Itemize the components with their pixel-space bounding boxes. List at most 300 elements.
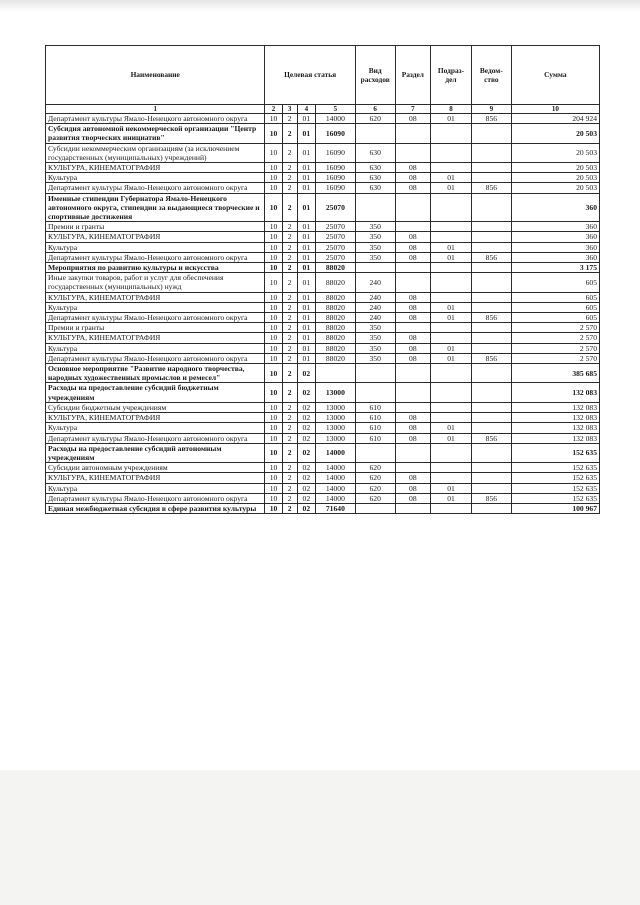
expense-type: 610 bbox=[355, 423, 395, 433]
sum: 20 503 bbox=[511, 183, 599, 193]
target-program: 10 bbox=[265, 114, 282, 124]
expense-type: 610 bbox=[355, 413, 395, 423]
table-row bbox=[46, 503, 600, 513]
target-program: 10 bbox=[265, 313, 282, 323]
target-event: 01 bbox=[297, 124, 315, 143]
target-event: 01 bbox=[297, 114, 315, 124]
target-subprogram: 2 bbox=[282, 292, 297, 302]
row-name: Субсидия автономной некоммерческой организации "Центр развития творческих инициатив" bbox=[46, 124, 265, 143]
target-subprogram: 2 bbox=[282, 473, 297, 483]
row-name: КУЛЬТУРА, КИНЕМАТОГРАФИЯ bbox=[46, 413, 265, 423]
target-subprogram: 2 bbox=[282, 402, 297, 412]
row-name: КУЛЬТУРА, КИНЕМАТОГРАФИЯ bbox=[46, 163, 265, 173]
table-body bbox=[46, 114, 600, 514]
department: 856 bbox=[471, 114, 511, 124]
target-event: 01 bbox=[297, 183, 315, 193]
target-event: 02 bbox=[297, 413, 315, 423]
target-direction: 14000 bbox=[315, 473, 355, 483]
subsection bbox=[431, 413, 472, 423]
subsection bbox=[431, 273, 472, 292]
target-direction: 88020 bbox=[315, 333, 355, 343]
target-program: 10 bbox=[265, 343, 282, 353]
section bbox=[395, 222, 430, 232]
target-subprogram: 2 bbox=[282, 302, 297, 312]
department bbox=[471, 143, 511, 162]
subsection bbox=[431, 443, 472, 462]
target-program: 10 bbox=[265, 383, 282, 402]
section: 08 bbox=[395, 114, 430, 124]
expense-type: 630 bbox=[355, 183, 395, 193]
target-direction: 88020 bbox=[315, 273, 355, 292]
subsection: 01 bbox=[431, 114, 472, 124]
sum: 152 635 bbox=[511, 493, 599, 503]
department bbox=[471, 463, 511, 473]
department bbox=[471, 383, 511, 402]
row-name: Субсидии автономным учреждениям bbox=[46, 463, 265, 473]
expense-type: 630 bbox=[355, 163, 395, 173]
department: 856 bbox=[471, 493, 511, 503]
target-program: 10 bbox=[265, 292, 282, 302]
department: 856 bbox=[471, 313, 511, 323]
target-direction: 14000 bbox=[315, 114, 355, 124]
target-event: 01 bbox=[297, 323, 315, 333]
target-event: 01 bbox=[297, 333, 315, 343]
target-program: 10 bbox=[265, 364, 282, 383]
target-event: 02 bbox=[297, 463, 315, 473]
section bbox=[395, 143, 430, 162]
expense-type: 620 bbox=[355, 493, 395, 503]
budget-table bbox=[45, 45, 600, 514]
target-subprogram: 2 bbox=[282, 114, 297, 124]
target-subprogram: 2 bbox=[282, 193, 297, 222]
sum: 132 083 bbox=[511, 433, 599, 443]
expense-type: 630 bbox=[355, 173, 395, 183]
target-event: 02 bbox=[297, 383, 315, 402]
target-direction: 13000 bbox=[315, 413, 355, 423]
table-row bbox=[46, 364, 600, 383]
section: 08 bbox=[395, 232, 430, 242]
target-program: 10 bbox=[265, 302, 282, 312]
section: 08 bbox=[395, 252, 430, 262]
sum: 132 083 bbox=[511, 423, 599, 433]
row-name: КУЛЬТУРА, КИНЕМАТОГРАФИЯ bbox=[46, 333, 265, 343]
target-program: 10 bbox=[265, 252, 282, 262]
subsection: 01 bbox=[431, 353, 472, 363]
target-subprogram: 2 bbox=[282, 323, 297, 333]
col-number: 7 bbox=[395, 105, 430, 114]
section: 08 bbox=[395, 433, 430, 443]
section: 08 bbox=[395, 473, 430, 483]
target-program: 10 bbox=[265, 423, 282, 433]
row-name: Основное мероприятие "Развитие народного творчества, народных художественных промыслов и ремесел" bbox=[46, 364, 265, 383]
table-row bbox=[46, 114, 600, 124]
sum: 605 bbox=[511, 292, 599, 302]
table-row bbox=[46, 333, 600, 343]
row-name: Иные закупки товаров, работ и услуг для обеспечения государственных (муниципальных) нужд bbox=[46, 273, 265, 292]
target-event: 01 bbox=[297, 232, 315, 242]
header-department: Ведом-ство bbox=[471, 46, 511, 105]
expense-type: 620 bbox=[355, 483, 395, 493]
target-program: 10 bbox=[265, 183, 282, 193]
target-event: 02 bbox=[297, 503, 315, 513]
subsection bbox=[431, 193, 472, 222]
department bbox=[471, 242, 511, 252]
section bbox=[395, 193, 430, 222]
target-event: 01 bbox=[297, 252, 315, 262]
sum: 2 570 bbox=[511, 323, 599, 333]
expense-type: 620 bbox=[355, 114, 395, 124]
section: 08 bbox=[395, 242, 430, 252]
target-direction: 14000 bbox=[315, 483, 355, 493]
col-number: 9 bbox=[471, 105, 511, 114]
subsection: 01 bbox=[431, 493, 472, 503]
target-event: 02 bbox=[297, 423, 315, 433]
section: 08 bbox=[395, 493, 430, 503]
expense-type: 620 bbox=[355, 473, 395, 483]
subsection bbox=[431, 163, 472, 173]
target-program: 10 bbox=[265, 173, 282, 183]
target-subprogram: 2 bbox=[282, 433, 297, 443]
section: 08 bbox=[395, 173, 430, 183]
table-row bbox=[46, 433, 600, 443]
row-name: Департамент культуры Ямало-Ненецкого автономного округа bbox=[46, 493, 265, 503]
expense-type: 350 bbox=[355, 333, 395, 343]
section bbox=[395, 263, 430, 273]
department bbox=[471, 423, 511, 433]
department bbox=[471, 193, 511, 222]
target-program: 10 bbox=[265, 263, 282, 273]
target-event: 01 bbox=[297, 273, 315, 292]
target-subprogram: 2 bbox=[282, 252, 297, 262]
col-number: 1 bbox=[46, 105, 265, 114]
department bbox=[471, 413, 511, 423]
sum: 204 924 bbox=[511, 114, 599, 124]
sum: 152 635 bbox=[511, 483, 599, 493]
target-subprogram: 2 bbox=[282, 313, 297, 323]
expense-type: 620 bbox=[355, 463, 395, 473]
target-subprogram: 2 bbox=[282, 483, 297, 493]
target-subprogram: 2 bbox=[282, 413, 297, 423]
sum: 3 175 bbox=[511, 263, 599, 273]
row-name: Культура bbox=[46, 483, 265, 493]
department bbox=[471, 333, 511, 343]
target-subprogram: 2 bbox=[282, 463, 297, 473]
target-direction: 13000 bbox=[315, 433, 355, 443]
subsection bbox=[431, 383, 472, 402]
sum: 605 bbox=[511, 313, 599, 323]
col-number: 3 bbox=[282, 105, 297, 114]
expense-type bbox=[355, 503, 395, 513]
target-program: 10 bbox=[265, 433, 282, 443]
section: 08 bbox=[395, 413, 430, 423]
target-direction: 16090 bbox=[315, 173, 355, 183]
department bbox=[471, 173, 511, 183]
target-program: 10 bbox=[265, 193, 282, 222]
target-event: 02 bbox=[297, 493, 315, 503]
subsection: 01 bbox=[431, 433, 472, 443]
subsection: 01 bbox=[431, 313, 472, 323]
sum: 360 bbox=[511, 242, 599, 252]
target-direction: 25070 bbox=[315, 193, 355, 222]
subsection bbox=[431, 143, 472, 162]
target-program: 10 bbox=[265, 163, 282, 173]
header-row bbox=[46, 46, 600, 105]
col-number: 6 bbox=[355, 105, 395, 114]
subsection bbox=[431, 232, 472, 242]
expense-type: 350 bbox=[355, 353, 395, 363]
row-name: КУЛЬТУРА, КИНЕМАТОГРАФИЯ bbox=[46, 473, 265, 483]
subsection bbox=[431, 364, 472, 383]
target-event: 01 bbox=[297, 173, 315, 183]
subsection bbox=[431, 292, 472, 302]
subsection: 01 bbox=[431, 483, 472, 493]
target-program: 10 bbox=[265, 143, 282, 162]
row-name: Расходы на предоставление субсидий автономным учреждениям bbox=[46, 443, 265, 462]
row-name: Культура bbox=[46, 343, 265, 353]
sum: 152 635 bbox=[511, 473, 599, 483]
target-event: 01 bbox=[297, 242, 315, 252]
sum: 132 083 bbox=[511, 402, 599, 412]
target-direction: 88020 bbox=[315, 313, 355, 323]
expense-type: 240 bbox=[355, 292, 395, 302]
target-subprogram: 2 bbox=[282, 443, 297, 462]
table-row bbox=[46, 302, 600, 312]
sum: 360 bbox=[511, 232, 599, 242]
subsection bbox=[431, 473, 472, 483]
subsection: 01 bbox=[431, 242, 472, 252]
department bbox=[471, 503, 511, 513]
expense-type bbox=[355, 193, 395, 222]
row-name: Департамент культуры Ямало-Ненецкого автономного округа bbox=[46, 183, 265, 193]
sum: 360 bbox=[511, 193, 599, 222]
table-row bbox=[46, 124, 600, 143]
department bbox=[471, 323, 511, 333]
expense-type: 350 bbox=[355, 343, 395, 353]
sum: 2 570 bbox=[511, 343, 599, 353]
target-direction: 14000 bbox=[315, 443, 355, 462]
table-row bbox=[46, 273, 600, 292]
table-row bbox=[46, 353, 600, 363]
table-row bbox=[46, 313, 600, 323]
table-row bbox=[46, 463, 600, 473]
department: 856 bbox=[471, 353, 511, 363]
row-name: Премии и гранты bbox=[46, 323, 265, 333]
target-direction: 13000 bbox=[315, 423, 355, 433]
row-name: Мероприятия по развитию культуры и искусства bbox=[46, 263, 265, 273]
table-row bbox=[46, 483, 600, 493]
sum: 20 503 bbox=[511, 163, 599, 173]
section: 08 bbox=[395, 343, 430, 353]
row-name: Департамент культуры Ямало-Ненецкого автономного округа bbox=[46, 433, 265, 443]
target-subprogram: 2 bbox=[282, 163, 297, 173]
department bbox=[471, 473, 511, 483]
row-name: Департамент культуры Ямало-Ненецкого автономного округа bbox=[46, 252, 265, 262]
expense-type: 610 bbox=[355, 433, 395, 443]
target-subprogram: 2 bbox=[282, 383, 297, 402]
row-name: Культура bbox=[46, 242, 265, 252]
department bbox=[471, 443, 511, 462]
target-subprogram: 2 bbox=[282, 143, 297, 162]
table-row bbox=[46, 252, 600, 262]
target-program: 10 bbox=[265, 463, 282, 473]
target-event: 02 bbox=[297, 402, 315, 412]
sum: 132 083 bbox=[511, 383, 599, 402]
section: 08 bbox=[395, 163, 430, 173]
sum: 2 570 bbox=[511, 333, 599, 343]
header-section: Раздел bbox=[395, 46, 430, 105]
target-direction: 88020 bbox=[315, 302, 355, 312]
section: 08 bbox=[395, 292, 430, 302]
row-name: Субсидии бюджетным учреждениям bbox=[46, 402, 265, 412]
target-direction: 16090 bbox=[315, 163, 355, 173]
col-number: 4 bbox=[297, 105, 315, 114]
sum: 132 083 bbox=[511, 413, 599, 423]
section: 08 bbox=[395, 333, 430, 343]
col-number: 2 bbox=[265, 105, 282, 114]
target-direction: 88020 bbox=[315, 343, 355, 353]
row-name: Культура bbox=[46, 173, 265, 183]
expense-type: 350 bbox=[355, 242, 395, 252]
sum: 20 503 bbox=[511, 143, 599, 162]
expense-type: 350 bbox=[355, 323, 395, 333]
target-program: 10 bbox=[265, 232, 282, 242]
target-event: 01 bbox=[297, 343, 315, 353]
row-name: Культура bbox=[46, 302, 265, 312]
target-event: 01 bbox=[297, 302, 315, 312]
sum: 152 635 bbox=[511, 463, 599, 473]
subsection: 01 bbox=[431, 343, 472, 353]
target-subprogram: 2 bbox=[282, 423, 297, 433]
target-program: 10 bbox=[265, 242, 282, 252]
table-row bbox=[46, 183, 600, 193]
department bbox=[471, 483, 511, 493]
target-program: 10 bbox=[265, 493, 282, 503]
table-row bbox=[46, 343, 600, 353]
target-direction: 25070 bbox=[315, 252, 355, 262]
department: 856 bbox=[471, 433, 511, 443]
target-direction: 25070 bbox=[315, 222, 355, 232]
department bbox=[471, 402, 511, 412]
sum: 152 635 bbox=[511, 443, 599, 462]
target-subprogram: 2 bbox=[282, 232, 297, 242]
target-direction: 88020 bbox=[315, 353, 355, 363]
target-event: 01 bbox=[297, 163, 315, 173]
table-row bbox=[46, 222, 600, 232]
section bbox=[395, 383, 430, 402]
expense-type bbox=[355, 364, 395, 383]
header-subsection: Подраз-дел bbox=[431, 46, 472, 105]
table-row bbox=[46, 402, 600, 412]
table-row bbox=[46, 242, 600, 252]
section bbox=[395, 124, 430, 143]
expense-type bbox=[355, 383, 395, 402]
table-row bbox=[46, 493, 600, 503]
sum: 100 967 bbox=[511, 503, 599, 513]
row-name: Единая межбюджетная субсидия в сфере развития культуры bbox=[46, 503, 265, 513]
target-subprogram: 2 bbox=[282, 273, 297, 292]
section: 08 bbox=[395, 423, 430, 433]
row-name: Департамент культуры Ямало-Ненецкого автономного округа bbox=[46, 353, 265, 363]
subsection: 01 bbox=[431, 302, 472, 312]
subsection bbox=[431, 503, 472, 513]
target-event: 02 bbox=[297, 364, 315, 383]
target-subprogram: 2 bbox=[282, 364, 297, 383]
department bbox=[471, 232, 511, 242]
target-program: 10 bbox=[265, 323, 282, 333]
target-subprogram: 2 bbox=[282, 503, 297, 513]
subsection bbox=[431, 333, 472, 343]
target-program: 10 bbox=[265, 473, 282, 483]
target-event: 01 bbox=[297, 292, 315, 302]
table-row bbox=[46, 163, 600, 173]
row-name: Премии и гранты bbox=[46, 222, 265, 232]
subsection: 01 bbox=[431, 423, 472, 433]
target-direction: 14000 bbox=[315, 493, 355, 503]
table-row bbox=[46, 473, 600, 483]
expense-type: 610 bbox=[355, 402, 395, 412]
scan-edge bbox=[0, 0, 640, 12]
target-event: 02 bbox=[297, 433, 315, 443]
department: 856 bbox=[471, 252, 511, 262]
table-row bbox=[46, 413, 600, 423]
expense-type: 350 bbox=[355, 222, 395, 232]
expense-type: 350 bbox=[355, 252, 395, 262]
table-row bbox=[46, 193, 600, 222]
department bbox=[471, 222, 511, 232]
row-name: Расходы на предоставление субсидий бюджетным учреждениям bbox=[46, 383, 265, 402]
target-program: 10 bbox=[265, 483, 282, 493]
target-event: 01 bbox=[297, 353, 315, 363]
target-direction: 16090 bbox=[315, 183, 355, 193]
expense-type: 240 bbox=[355, 313, 395, 323]
target-event: 01 bbox=[297, 193, 315, 222]
table-row bbox=[46, 292, 600, 302]
target-program: 10 bbox=[265, 402, 282, 412]
department: 856 bbox=[471, 183, 511, 193]
department bbox=[471, 263, 511, 273]
section: 08 bbox=[395, 483, 430, 493]
target-subprogram: 2 bbox=[282, 333, 297, 343]
section bbox=[395, 364, 430, 383]
target-subprogram: 2 bbox=[282, 343, 297, 353]
department bbox=[471, 273, 511, 292]
expense-type bbox=[355, 443, 395, 462]
row-name: Именные стипендии Губернатора Ямало-Ненецкого автономного округа, стипендии за выдающиеся творческие и спортивные достижения bbox=[46, 193, 265, 222]
section bbox=[395, 402, 430, 412]
target-subprogram: 2 bbox=[282, 353, 297, 363]
sum: 20 503 bbox=[511, 124, 599, 143]
sum: 360 bbox=[511, 222, 599, 232]
subsection bbox=[431, 323, 472, 333]
table-row bbox=[46, 423, 600, 433]
target-subprogram: 2 bbox=[282, 173, 297, 183]
target-direction: 13000 bbox=[315, 402, 355, 412]
table-row bbox=[46, 323, 600, 333]
target-event: 02 bbox=[297, 483, 315, 493]
target-direction: 71640 bbox=[315, 503, 355, 513]
target-direction: 88020 bbox=[315, 263, 355, 273]
department bbox=[471, 292, 511, 302]
subsection bbox=[431, 263, 472, 273]
section bbox=[395, 323, 430, 333]
subsection bbox=[431, 124, 472, 143]
header-sum: Сумма bbox=[511, 46, 599, 105]
expense-type bbox=[355, 263, 395, 273]
header-name: Наименование bbox=[46, 46, 265, 105]
table-row bbox=[46, 232, 600, 242]
subsection bbox=[431, 463, 472, 473]
target-program: 10 bbox=[265, 353, 282, 363]
